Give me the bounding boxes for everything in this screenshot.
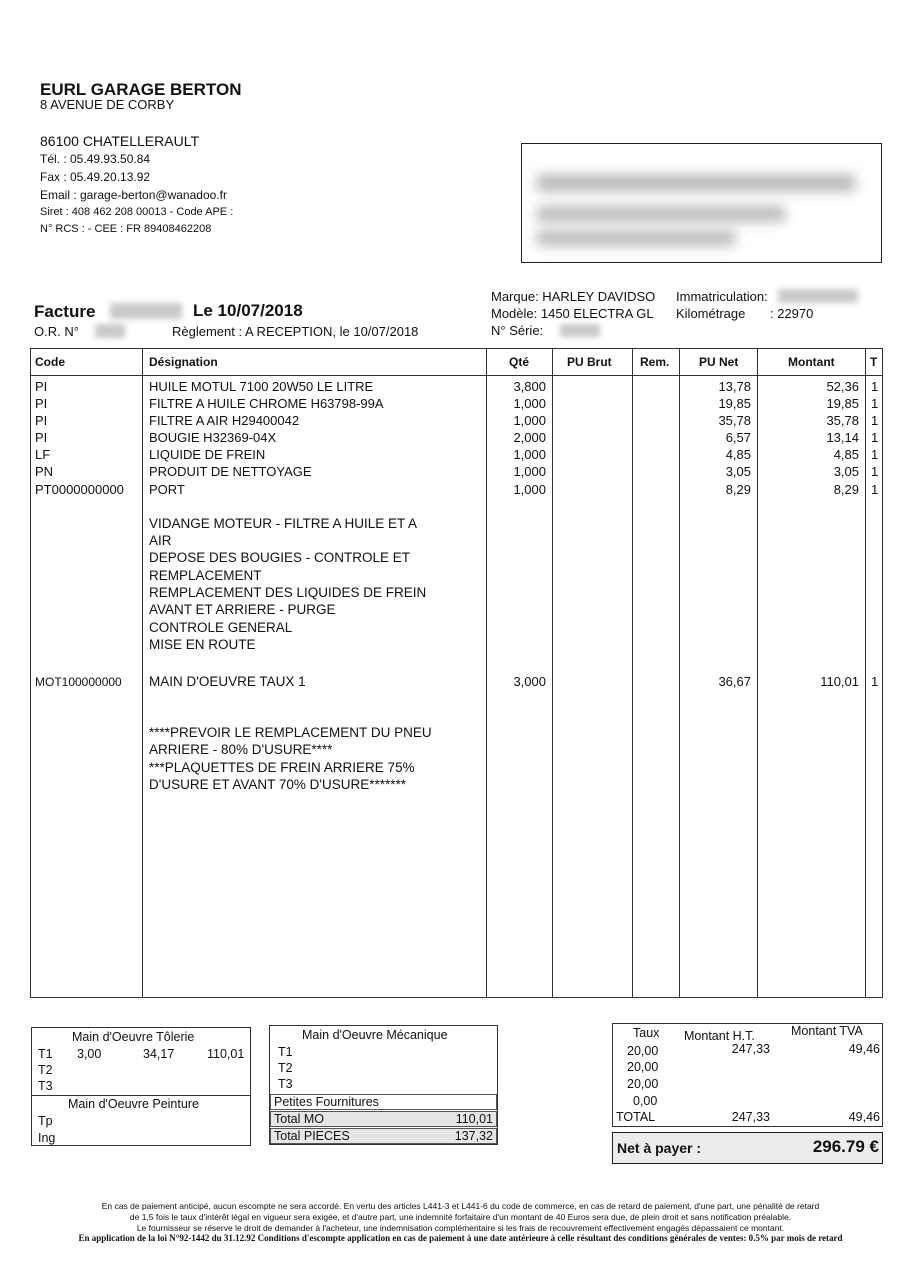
net-value: 296.79 € bbox=[812, 1137, 879, 1156]
row-t: 1 bbox=[871, 674, 879, 689]
row-montant: 110,01 bbox=[820, 674, 859, 689]
header-punet: PU Net bbox=[699, 355, 739, 369]
row-code: PI bbox=[35, 396, 48, 411]
row-code: MOT100000000 bbox=[35, 675, 122, 689]
total-mo-row bbox=[270, 1111, 497, 1127]
mo-tolerie-t1-label: T1 bbox=[38, 1047, 53, 1061]
row-punet: 19,85 bbox=[718, 396, 751, 411]
net-label: Net à payer : bbox=[617, 1140, 702, 1156]
row-code: PT0000000000 bbox=[35, 482, 124, 497]
header-divider bbox=[31, 375, 882, 376]
garage-siret: Siret : 408 462 208 00013 - Code APE : bbox=[40, 206, 234, 218]
header-qte: Qté bbox=[509, 355, 530, 369]
row-punet: 6,57 bbox=[725, 430, 751, 445]
col-divider bbox=[142, 349, 143, 997]
client-address-box bbox=[521, 143, 882, 263]
total-pieces-value: 137,32 bbox=[454, 1129, 493, 1143]
row-montant: 4,85 bbox=[833, 447, 859, 462]
row-montant: 52,36 bbox=[826, 379, 859, 394]
vehicle-km-value: : 22970 bbox=[770, 306, 814, 321]
mo-tolerie-t2: T2 bbox=[38, 1063, 53, 1077]
work-note: CONTROLE GENERAL bbox=[149, 620, 293, 635]
tva-header-taux: Taux bbox=[633, 1026, 660, 1040]
row-t: 1 bbox=[871, 464, 879, 479]
vehicle-km-label: Kilométrage bbox=[676, 306, 746, 321]
col-divider bbox=[632, 349, 633, 997]
redacted-street bbox=[536, 206, 786, 222]
garage-fax: Fax : 05.49.20.13.92 bbox=[40, 170, 151, 184]
work-note: DEPOSE DES BOUGIES - CONTROLE ET bbox=[149, 550, 411, 565]
row-punet: 3,05 bbox=[725, 464, 751, 479]
row-montant: 19,85 bbox=[826, 396, 859, 411]
row-designation: FILTRE A HUILE CHROME H63798-99A bbox=[149, 396, 384, 411]
row-punet: 36,67 bbox=[718, 674, 751, 689]
mo-mecanique-t1: T1 bbox=[278, 1045, 293, 1059]
row-qte: 1,000 bbox=[513, 464, 546, 479]
row-t: 1 bbox=[871, 396, 879, 411]
vehicle-marque: Marque: HARLEY DAVIDSO bbox=[491, 289, 656, 304]
mo-mecanique-t2: T2 bbox=[278, 1061, 293, 1075]
tva-header-tva: Montant TVA bbox=[791, 1024, 863, 1038]
garage-city: 86100 CHATELLERAULT bbox=[40, 133, 199, 149]
garage-name: EURL GARAGE BERTON bbox=[40, 80, 242, 99]
mo-tolerie-t1-hours: 3,00 bbox=[77, 1047, 102, 1061]
tva-row-ht: 247,33 bbox=[731, 1042, 770, 1056]
header-montant: Montant bbox=[788, 355, 835, 369]
remark: D'USURE ET AVANT 70% D'USURE******* bbox=[149, 777, 406, 792]
petites-fournitures-row bbox=[270, 1094, 497, 1110]
row-code: PI bbox=[35, 413, 48, 428]
redacted-serie bbox=[560, 324, 600, 337]
work-note: AIR bbox=[149, 533, 172, 548]
mo-tolerie-t3: T3 bbox=[38, 1079, 53, 1093]
header-pubrut: PU Brut bbox=[567, 355, 612, 369]
tva-total-ht: 247,33 bbox=[731, 1110, 770, 1124]
tva-row-tva: 49,46 bbox=[848, 1042, 880, 1056]
work-note: REMPLACEMENT DES LIQUIDES DE FREIN bbox=[149, 585, 427, 600]
divider bbox=[32, 1095, 250, 1096]
tva-row-taux: 20,00 bbox=[627, 1044, 659, 1058]
row-designation: FILTRE A AIR H29400042 bbox=[149, 413, 300, 428]
row-code: LF bbox=[35, 447, 51, 462]
row-code: PN bbox=[35, 464, 54, 479]
total-mo-label: Total MO bbox=[274, 1112, 325, 1126]
tva-box bbox=[612, 1023, 883, 1127]
mo-tolerie-title: Main d'Oeuvre Tôlerie bbox=[72, 1030, 195, 1044]
work-note: VIDANGE MOTEUR - FILTRE A HUILE ET A bbox=[149, 516, 418, 531]
invoice-lines-table bbox=[30, 348, 883, 998]
row-designation: HUILE MOTUL 7100 20W50 LE LITRE bbox=[149, 379, 374, 394]
mo-mecanique-box bbox=[269, 1025, 498, 1145]
redacted-name bbox=[536, 174, 856, 192]
vehicle-immat-label: Immatriculation: bbox=[676, 289, 768, 304]
redacted-city bbox=[536, 230, 736, 246]
row-qte: 1,000 bbox=[513, 447, 546, 462]
row-montant: 35,78 bbox=[826, 413, 859, 428]
row-montant: 8,29 bbox=[833, 482, 859, 497]
reglement: Règlement : A RECEPTION, le 10/07/2018 bbox=[172, 324, 419, 339]
row-punet: 8,29 bbox=[725, 482, 751, 497]
row-code: PI bbox=[35, 430, 48, 445]
row-code: PI bbox=[35, 379, 48, 394]
total-pieces-row bbox=[270, 1128, 497, 1144]
row-qte: 2,000 bbox=[513, 430, 546, 445]
mo-mecanique-title: Main d'Oeuvre Mécanique bbox=[302, 1028, 448, 1042]
row-qte: 1,000 bbox=[513, 413, 546, 428]
work-note: AVANT ET ARRIERE - PURGE bbox=[149, 602, 336, 617]
remark: ****PREVOIR LE REMPLACEMENT DU PNEU bbox=[149, 725, 432, 740]
header-code: Code bbox=[35, 355, 65, 369]
mo-peinture-title: Main d'Oeuvre Peinture bbox=[68, 1097, 199, 1111]
row-designation: LIQUIDE DE FREIN bbox=[149, 447, 266, 462]
tva-row-taux: 0,00 bbox=[633, 1094, 658, 1108]
mo-tolerie-t1-rate: 34,17 bbox=[143, 1047, 175, 1061]
footer-line: En cas de paiement anticipé, aucun escompte ne sera accordé. En vertu des articles L441-3 et L441-6 du code de commerce, en cas de retard de paiement, d'une part, une pénalité de retard bbox=[101, 1201, 820, 1211]
footer-line: En application de la loi N°92-1442 du 31.12.92 Conditions d'escompte application en cas de paiement à une date antérieure à celle résultant des conditions générales de ventes: 0.5% par mois de retard bbox=[78, 1233, 843, 1243]
row-punet: 4,85 bbox=[725, 447, 751, 462]
remark: ***PLAQUETTES DE FREIN ARRIERE 75% bbox=[149, 760, 415, 775]
row-qte: 3,800 bbox=[513, 379, 546, 394]
work-note: MISE EN ROUTE bbox=[149, 637, 256, 652]
header-t: T bbox=[870, 355, 878, 369]
tva-header-ht: Montant H.T. bbox=[684, 1029, 755, 1043]
row-t: 1 bbox=[871, 447, 879, 462]
row-montant: 3,05 bbox=[833, 464, 859, 479]
mo-peinture-tp: Tp bbox=[38, 1114, 53, 1128]
invoice-title: Facture bbox=[34, 302, 96, 321]
invoice-date: Le 10/07/2018 bbox=[193, 301, 303, 320]
footer-line: de 1,5 fois le taux d'intérêt légal en vigueur sera exigée, et d'autre part, une indemnité forfaitaire d'un montant de 40 Euros sera due, de plein droit et sans notification préalable. bbox=[129, 1212, 792, 1222]
row-t: 1 bbox=[871, 379, 879, 394]
work-note: REMPLACEMENT bbox=[149, 568, 262, 583]
net-a-payer-box bbox=[612, 1132, 883, 1164]
header-rem: Rem. bbox=[640, 355, 670, 369]
row-qte: 1,000 bbox=[513, 482, 546, 497]
row-t: 1 bbox=[871, 413, 879, 428]
garage-rcs: N° RCS : - CEE : FR 89408462208 bbox=[40, 223, 212, 235]
header-designation: Désignation bbox=[149, 355, 218, 369]
col-divider bbox=[865, 349, 866, 997]
footer-line: Le fournisseur se réserve le droit de demander à l'acheteur, une indemnisation complémentaire si les frais de recouvrement effectivement engagés dépassaient ce montant. bbox=[136, 1223, 785, 1233]
row-qte: 3,000 bbox=[513, 674, 546, 689]
row-qte: 1,000 bbox=[513, 396, 546, 411]
row-t: 1 bbox=[871, 430, 879, 445]
row-designation: MAIN D'OEUVRE TAUX 1 bbox=[149, 674, 306, 689]
redacted-invoice-number bbox=[110, 303, 182, 319]
mo-tolerie-box bbox=[31, 1027, 251, 1146]
row-designation: BOUGIE H32369-04X bbox=[149, 430, 277, 445]
row-punet: 13,78 bbox=[718, 379, 751, 394]
tva-row-taux: 20,00 bbox=[627, 1077, 659, 1091]
garage-address: 8 AVENUE DE CORBY bbox=[40, 97, 175, 112]
tva-row-taux: 20,00 bbox=[627, 1060, 659, 1074]
redacted-or-number bbox=[95, 324, 125, 338]
total-pieces-label: Total PIECES bbox=[274, 1129, 350, 1143]
redacted-immat bbox=[778, 289, 858, 303]
row-t: 1 bbox=[871, 482, 879, 497]
mo-tolerie-t1-amount: 110,01 bbox=[207, 1047, 245, 1061]
garage-tel: Tél. : 05.49.93.50.84 bbox=[40, 152, 151, 166]
vehicle-modele: Modèle: 1450 ELECTRA GL bbox=[491, 306, 654, 321]
row-montant: 13,14 bbox=[826, 430, 859, 445]
remark: ARRIERE - 80% D'USURE**** bbox=[149, 742, 333, 757]
tva-total-tva: 49,46 bbox=[848, 1110, 880, 1124]
total-mo-value: 110,01 bbox=[455, 1112, 493, 1126]
col-divider bbox=[552, 349, 553, 997]
or-number-label: O.R. N° bbox=[34, 324, 79, 339]
tva-total-label: TOTAL bbox=[616, 1110, 656, 1124]
garage-email: Email : garage-berton@wanadoo.fr bbox=[40, 188, 227, 202]
mo-peinture-ing: Ing bbox=[38, 1131, 56, 1145]
vehicle-serie: N° Série: bbox=[491, 323, 544, 338]
row-designation: PRODUIT DE NETTOYAGE bbox=[149, 464, 312, 479]
row-designation: PORT bbox=[149, 482, 185, 497]
petites-fournitures-label: Petites Fournitures bbox=[274, 1095, 379, 1109]
mo-mecanique-t3: T3 bbox=[278, 1077, 293, 1091]
row-punet: 35,78 bbox=[718, 413, 751, 428]
